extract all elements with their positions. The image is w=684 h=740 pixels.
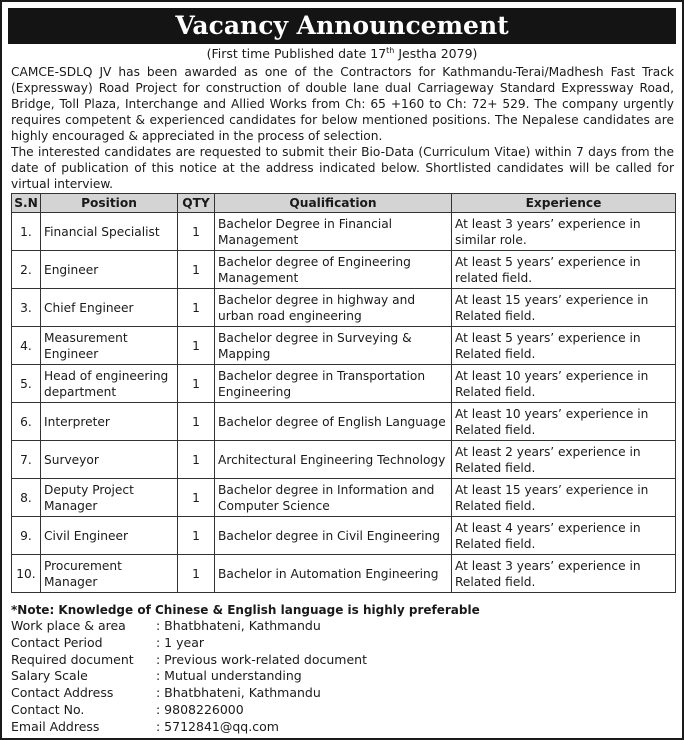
table-row [12, 479, 676, 517]
cell-experience: At least 10 years’ experience in Related field. [452, 365, 676, 403]
published-prefix: (First time Published date 17 [206, 46, 387, 61]
cell-qty: 1 [178, 403, 215, 441]
cell-qualification: Bachelor degree of English Language [215, 403, 452, 441]
intro-paragraph: CAMCE-SDLQ JV has been awarded as one of the Contractors for Kathmandu-Terai/Madhesh Fast Track (Expressway) Road Project for construction of double lane dual Carriageway Standard Expressway Road, Bridge, Toll Plaza, Interchange and Allied Works from Ch: 65 +160 to Ch: 72+ 529. The company urgently requires competent & experienced candidates for below mentioned positions. The Nepalese candidates are highly encouraged & appreciated in the process of selection. [11, 65, 674, 143]
detail-label: Email Address [11, 718, 100, 734]
cell-qty: 1 [178, 479, 215, 517]
cell-position: Interpreter [41, 403, 178, 441]
cell-sn: 8. [12, 479, 41, 517]
detail-row [11, 635, 367, 652]
table-row [12, 251, 676, 289]
detail-value: : Bhatbhateni, Kathmandu [156, 618, 321, 633]
cell-qty: 1 [178, 327, 215, 365]
detail-value: : Mutual understanding [156, 668, 302, 684]
job-details [11, 618, 367, 736]
cell-sn: 7. [12, 441, 41, 479]
cell-position: Financial Specialist [41, 213, 178, 251]
detail-row [11, 668, 367, 685]
cell-sn: 10. [12, 555, 41, 593]
cell-sn: 9. [12, 517, 41, 555]
cell-qualification: Bachelor Degree in Financial Management [215, 213, 452, 251]
cell-experience: At least 4 years’ experience in Related field. [452, 517, 676, 555]
cell-sn: 6. [12, 403, 41, 441]
published-date [2, 46, 682, 62]
detail-label: Work place & area [11, 618, 126, 633]
cell-experience: At least 5 years’ experience in Related field. [452, 327, 676, 365]
table-row [12, 289, 676, 327]
cell-experience: At least 2 years’ experience in Related field. [452, 441, 676, 479]
detail-value: : 9808226000 [156, 701, 244, 717]
header-qty: QTY [178, 194, 215, 213]
intro-text [11, 64, 674, 192]
detail-value: : Bhatbhateni, Kathmandu [156, 685, 321, 701]
detail-label: Contact Address [11, 685, 114, 701]
cell-position: Measurement Engineer [41, 327, 178, 365]
cell-sn: 3. [12, 289, 41, 327]
cell-qualification: Bachelor in Automation Engineering [215, 555, 452, 593]
detail-row [11, 618, 367, 635]
cell-qty: 1 [178, 441, 215, 479]
detail-row [11, 702, 367, 719]
table-row [12, 555, 676, 593]
cell-position: Engineer [41, 251, 178, 289]
detail-value: : Previous work-related document [156, 651, 367, 667]
table-row [12, 327, 676, 365]
detail-value: : 1 year [156, 634, 204, 650]
header-qualification: Qualification [215, 194, 452, 213]
cell-qualification: Bachelor degree in Transportation Engineering [215, 365, 452, 403]
table-row [12, 517, 676, 555]
cell-experience: At least 15 years’ experience in Related field. [452, 289, 676, 327]
table-row [12, 365, 676, 403]
cell-sn: 4. [12, 327, 41, 365]
cell-qualification: Bachelor degree of Engineering Management [215, 251, 452, 289]
table-header-row [12, 194, 676, 213]
published-sup: th [386, 45, 395, 55]
cell-experience: At least 5 years’ experience in related field. [452, 251, 676, 289]
cell-qualification: Bachelor degree in Surveying & Mapping [215, 327, 452, 365]
cell-position: Surveyor [41, 441, 178, 479]
cell-position: Head of engineering department [41, 365, 178, 403]
table-row [12, 403, 676, 441]
cell-qty: 1 [178, 213, 215, 251]
detail-label: Contact Period [11, 634, 103, 650]
header-sn: S.N [12, 194, 41, 213]
detail-label: Salary Scale [11, 668, 88, 684]
language-note: *Note: Knowledge of Chinese & English language is highly preferable [11, 603, 480, 617]
cell-experience: At least 3 years’ experience in Related field. [452, 555, 676, 593]
detail-value[interactable]: : 5712841@qq.com [156, 718, 279, 734]
cell-position: Civil Engineer [41, 517, 178, 555]
detail-label: Required document [11, 651, 134, 667]
detail-row [11, 719, 367, 736]
page-title: Vacancy Announcement [8, 8, 676, 44]
published-suffix: Jestha 2079) [394, 46, 478, 61]
header-position: Position [41, 194, 178, 213]
cell-qty: 1 [178, 555, 215, 593]
cell-sn: 1. [12, 213, 41, 251]
cell-position: Deputy Project Manager [41, 479, 178, 517]
detail-row [11, 652, 367, 669]
cell-experience: At least 15 years’ experience in Related field. [452, 479, 676, 517]
table-row [12, 213, 676, 251]
header-experience: Experience [452, 194, 676, 213]
cell-qualification: Bachelor degree in Information and Computer Science [215, 479, 452, 517]
cell-qty: 1 [178, 251, 215, 289]
vacancy-table [11, 193, 676, 593]
detail-row [11, 685, 367, 702]
cell-qty: 1 [178, 365, 215, 403]
cell-qualification: Architectural Engineering Technology [215, 441, 452, 479]
cell-qty: 1 [178, 517, 215, 555]
cell-qty: 1 [178, 289, 215, 327]
cell-position: Procurement Manager [41, 555, 178, 593]
table-row [12, 441, 676, 479]
cell-qualification: Bachelor degree in Civil Engineering [215, 517, 452, 555]
detail-label: Contact No. [11, 701, 85, 717]
cell-sn: 5. [12, 365, 41, 403]
cell-sn: 2. [12, 251, 41, 289]
cell-experience: At least 3 years’ experience in similar role. [452, 213, 676, 251]
cell-qualification: Bachelor degree in highway and urban road engineering [215, 289, 452, 327]
cell-position: Chief Engineer [41, 289, 178, 327]
cell-experience: At least 10 years’ experience in Related field. [452, 403, 676, 441]
intro-paragraph: The interested candidates are requested to submit their Bio-Data (Curriculum Vitae) within 7 days from the date of publication of this notice at the address indicated below. Shortlisted candidates will be called for virtual interview. [11, 145, 674, 191]
